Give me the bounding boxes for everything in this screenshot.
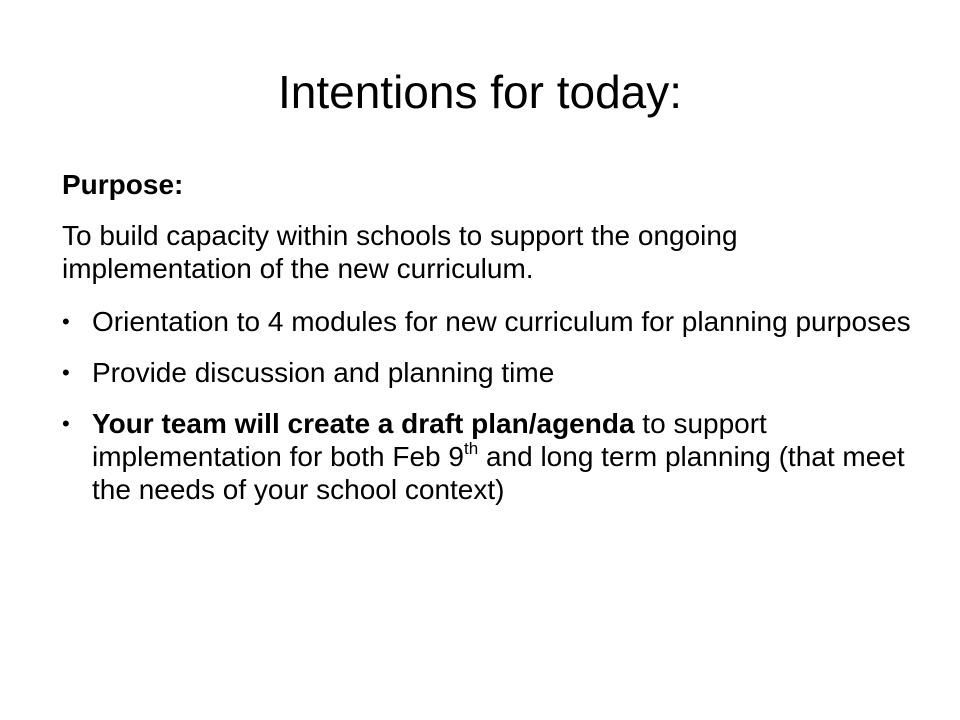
superscript: th: [463, 438, 479, 458]
bullet-text: Provide discussion and planning time: [92, 357, 555, 388]
bullet-item: [62, 407, 922, 506]
bullet-text: to support implementation for both Feb 9: [92, 408, 767, 472]
bullet-text-continued: and long term planning (that meet the needs of your school context): [92, 441, 905, 505]
bullet-item: [62, 356, 922, 389]
bullet-icon: •: [62, 411, 70, 436]
bullet-icon: •: [62, 309, 70, 334]
bullet-icon: •: [62, 360, 70, 385]
purpose-text: To build capacity within schools to support the ongoing implementation of the new curriculum.: [62, 220, 738, 284]
bullet-text: Orientation to 4 modules for new curriculum for planning purposes: [92, 306, 911, 337]
slide-title: Intentions for today:: [277, 66, 683, 118]
slide-body: [62, 168, 922, 524]
purpose-heading: Purpose:: [62, 169, 184, 200]
bullet-bold-text: Your team will create a draft plan/agenda: [92, 408, 635, 439]
bullet-item: [62, 305, 922, 338]
bullet-list: [62, 305, 922, 506]
